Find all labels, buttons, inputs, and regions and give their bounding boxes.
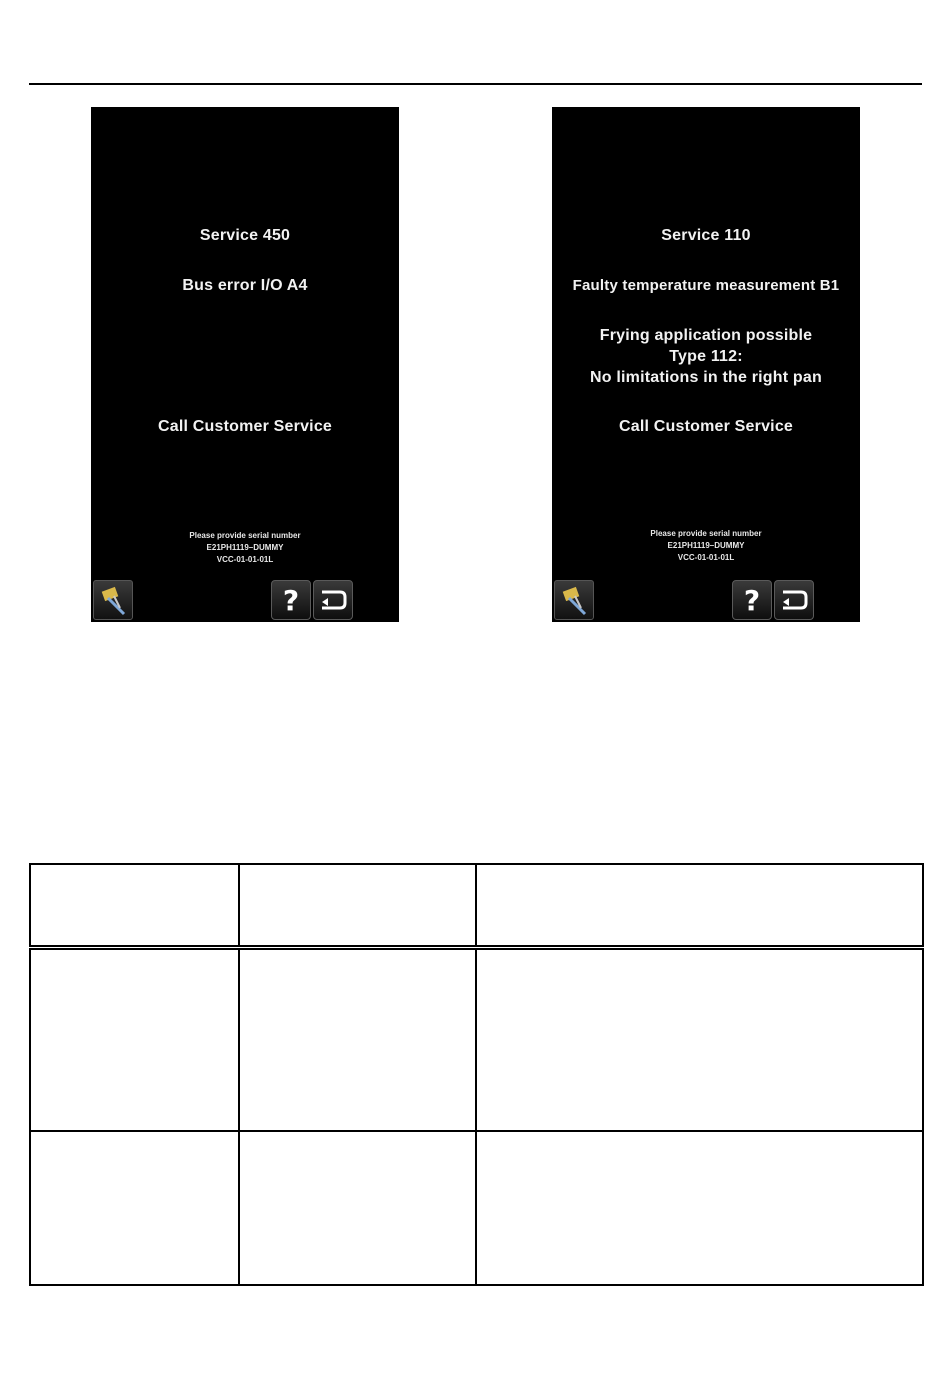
- tool-button[interactable]: [554, 580, 594, 620]
- help-button[interactable]: [732, 580, 772, 620]
- table-header-cell: [476, 864, 923, 948]
- table-header-row: [30, 864, 923, 948]
- service-table: [29, 863, 922, 1284]
- error-message: Faulty temperature measurement B1: [572, 277, 840, 294]
- top-rule: [29, 83, 922, 85]
- serial-number: E21PH1119–DUMMY: [667, 541, 745, 550]
- tool-button[interactable]: [93, 580, 133, 620]
- software-version: VCC-01-01-01L: [677, 553, 735, 562]
- back-button[interactable]: [774, 580, 814, 620]
- serial-info: [552, 528, 860, 564]
- error-screen-service-110: [552, 107, 860, 622]
- tool-icon: [100, 586, 128, 616]
- service-title: Service 110: [661, 227, 751, 244]
- table-cell: [239, 1131, 476, 1285]
- tool-icon: [561, 586, 589, 616]
- table-cell: [30, 1131, 239, 1285]
- call-service-message: Call Customer Service: [157, 418, 333, 435]
- table-cell: [30, 948, 239, 1132]
- table-header-cell: [239, 864, 476, 948]
- help-button[interactable]: [271, 580, 311, 620]
- service-title: Service 450: [199, 227, 291, 244]
- software-version: VCC-01-01-01L: [216, 555, 274, 564]
- serial-number: E21PH1119–DUMMY: [206, 543, 284, 552]
- help-icon: ?: [743, 583, 761, 617]
- error-message: Bus error I/O A4: [182, 277, 308, 294]
- info-line: Type 112:: [669, 348, 743, 365]
- call-service-message: Call Customer Service: [618, 418, 794, 435]
- table-row: [30, 948, 923, 1132]
- table-header-cell: [30, 864, 239, 948]
- table-cell: [476, 948, 923, 1132]
- back-icon: [779, 589, 809, 611]
- info-line: No limitations in the right pan: [590, 369, 822, 386]
- back-icon: [318, 589, 348, 611]
- help-icon: ?: [282, 583, 300, 617]
- table-row: [30, 1131, 923, 1285]
- error-screen-service-450: [91, 107, 399, 622]
- table-cell: [239, 948, 476, 1132]
- serial-info: [91, 530, 399, 566]
- info-line: Frying application possible: [599, 327, 813, 344]
- table-cell: [476, 1131, 923, 1285]
- serial-info-line: Please provide serial number: [650, 529, 762, 538]
- back-button[interactable]: [313, 580, 353, 620]
- serial-info-line: Please provide serial number: [189, 531, 301, 540]
